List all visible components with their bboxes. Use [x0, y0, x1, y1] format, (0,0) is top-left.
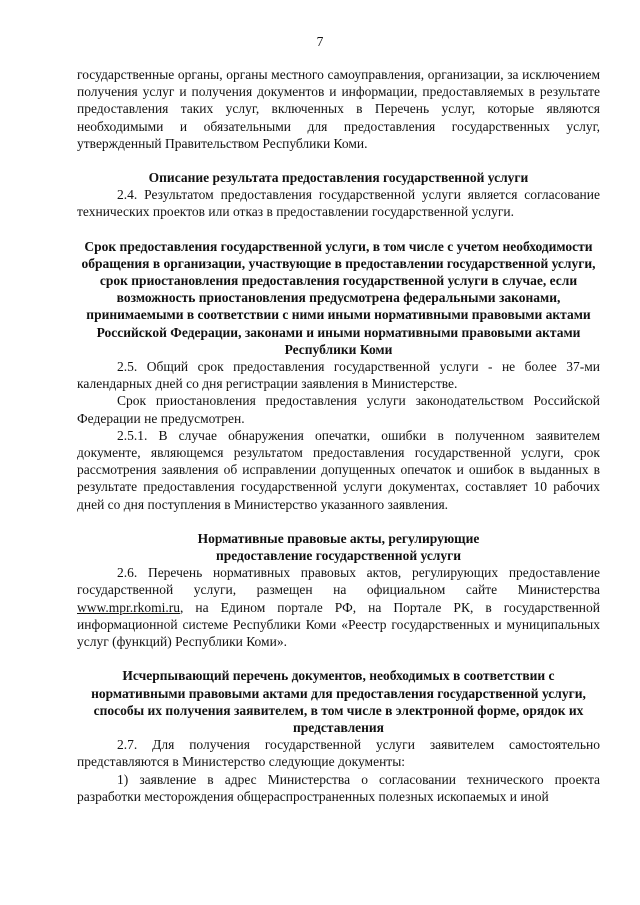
documents-paragraph-1: 2.7. Для получения государственной услуги заявителем самостоятельно представляются в Министерство следующие документы:: [77, 737, 600, 770]
page-number: 7: [316, 34, 324, 49]
acts-heading-line-1: Нормативные правовые акты, регулирующие: [197, 530, 480, 546]
acts-paragraph-end: , на Едином портале РФ, на Портале РК, в государственной информационной системе Республики Коми «Реестр государственных и муниципальных услуг (функций) Республики Коми».: [77, 599, 600, 650]
ministry-website-link[interactable]: www.mpr.rkomi.ru: [77, 599, 180, 615]
document-body: [77, 66, 600, 805]
term-heading: Срок предоставления государственной услуги, в том числе с учетом необходимости обращения в организации, участвующие в предоставлении государственной услуги, срок приостановления предоставления государственной услуги в случае, если возможность приостановления предусмотрена федеральными законами, принимаемыми в соответствии с ними иными нормативными правовыми актами Российской Федерации, законами и иными нормативными правовыми актами Республики Коми: [81, 238, 596, 357]
acts-paragraph: [77, 564, 600, 650]
acts-heading: [77, 530, 600, 564]
documents-paragraph-2: 1) заявление в адрес Министерства о согласовании технического проекта разработки месторождения общераспространенных полезных ископаемых и иной: [77, 771, 600, 804]
result-heading: Описание результата предоставления государственной услуги: [148, 170, 529, 186]
intro-paragraph: государственные органы, органы местного самоуправления, организации, за исключением получения услуг и получения документов и информации, предоставляемых в результате предоставления таких услуг, включенных в Перечень услуг, которые являются необходимыми и обязательными для предоставления государственных услуг, утвержденный Правительством Республики Коми.: [77, 67, 600, 151]
term-paragraph-3: 2.5.1. В случае обнаружения опечатки, ошибки в полученном заявителем документе, являющемся результатом предоставления государственной услуги, срок рассмотрения заявления об исправлении допущенных опечаток и ошибок в выданных в результате предоставления государственной услуги документах, составляет 10 рабочих дней со дня поступления в Министерство указанного заявления.: [77, 427, 600, 512]
acts-heading-line-2: предоставление государственной услуги: [215, 548, 462, 564]
acts-paragraph-start: 2.6. Перечень нормативных правовых актов, регулирующих предоставление государственной услуги, размещен на официальном сайте Министерства: [77, 565, 600, 598]
term-paragraph-2: Срок приостановления предоставления услуги законодательством Российской Федерации не предусмотрен.: [77, 393, 600, 426]
term-paragraph-1: 2.5. Общий срок предоставления государственной услуги - не более 37-ми календарных дней со дня регистрации заявления в Министерстве.: [77, 359, 600, 392]
result-paragraph: 2.4. Результатом предоставления государственной услуги является согласование технических проектов или отказ в предоставлении государственной услуги.: [77, 187, 600, 220]
documents-heading: Исчерпывающий перечень документов, необходимых в соответствии с нормативными правовыми актами для предоставления государственной услуги, способы их получения заявителем, в том числе в электронной форме, орядок их представления: [91, 668, 586, 735]
